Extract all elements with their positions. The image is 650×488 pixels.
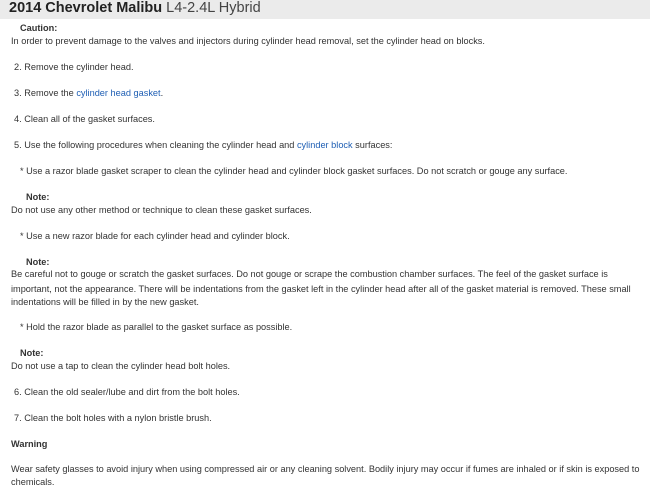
warning-line-2: chemicals. (11, 477, 55, 487)
note-3-heading: Note: (20, 348, 44, 358)
step-4: 4. Clean all of the gasket surfaces. (14, 114, 155, 124)
note-1-text: Do not use any other method or technique to clean these gasket surfaces. (11, 205, 312, 215)
step-2: 2. Remove the cylinder head. (14, 62, 134, 72)
engine-spec: L4-2.4L Hybrid (162, 0, 261, 16)
note-2-line-1: Be careful not to gouge or scratch the gasket surfaces. Do not gouge or scrape the combustion chamber surfaces. The feel of the gasket surface is (11, 269, 608, 279)
cylinder-head-gasket-link[interactable]: cylinder head gasket (76, 88, 161, 98)
step-5-end: surfaces: (352, 140, 393, 150)
note-2-line-3: indentations will be filled in by the new gasket. (11, 297, 199, 307)
step-7: 7. Clean the bolt holes with a nylon bristle brush. (14, 413, 212, 423)
step-6: 6. Clean the old sealer/lube and dirt from the bolt holes. (14, 387, 240, 397)
step-3-text: 3. Remove the (14, 88, 77, 98)
caution-text: In order to prevent damage to the valves and injectors during cylinder head removal, set the cylinder head on blocks. (11, 36, 485, 46)
bullet-razor-scraper: * Use a razor blade gasket scraper to clean the cylinder head and cylinder block gasket surfaces. Do not scratch or gouge any surface. (20, 166, 568, 176)
note-1-heading: Note: (26, 192, 50, 202)
note-2-line-2: important, not the appearance. There will be indentations from the gasket left in the cylinder head after all of the gasket material is removed. These small (11, 284, 631, 294)
note-3-text: Do not use a tap to clean the cylinder head bolt holes. (11, 361, 231, 371)
step-3 (14, 87, 163, 99)
step-3-end: . (160, 88, 164, 98)
step-5 (14, 139, 392, 151)
page-header (0, 0, 650, 19)
bullet-new-blade: * Use a new razor blade for each cylinder head and cylinder block. (20, 231, 290, 241)
note-2-heading: Note: (26, 257, 50, 267)
page-title (9, 0, 261, 18)
step-5-text: 5. Use the following procedures when cleaning the cylinder head and (14, 140, 297, 150)
warning-heading: Warning (11, 439, 48, 449)
bullet-parallel-blade: * Hold the razor blade as parallel to the gasket surface as possible. (20, 322, 293, 332)
caution-heading: Caution: (20, 23, 58, 33)
cylinder-block-link[interactable]: cylinder block (296, 140, 353, 150)
warning-line-1: Wear safety glasses to avoid injury when using compressed air or any cleaning solvent. Bodily injury may occur if fumes are inhaled or if skin is exposed to (11, 464, 640, 474)
vehicle-name: 2014 Chevrolet Malibu (9, 0, 163, 16)
